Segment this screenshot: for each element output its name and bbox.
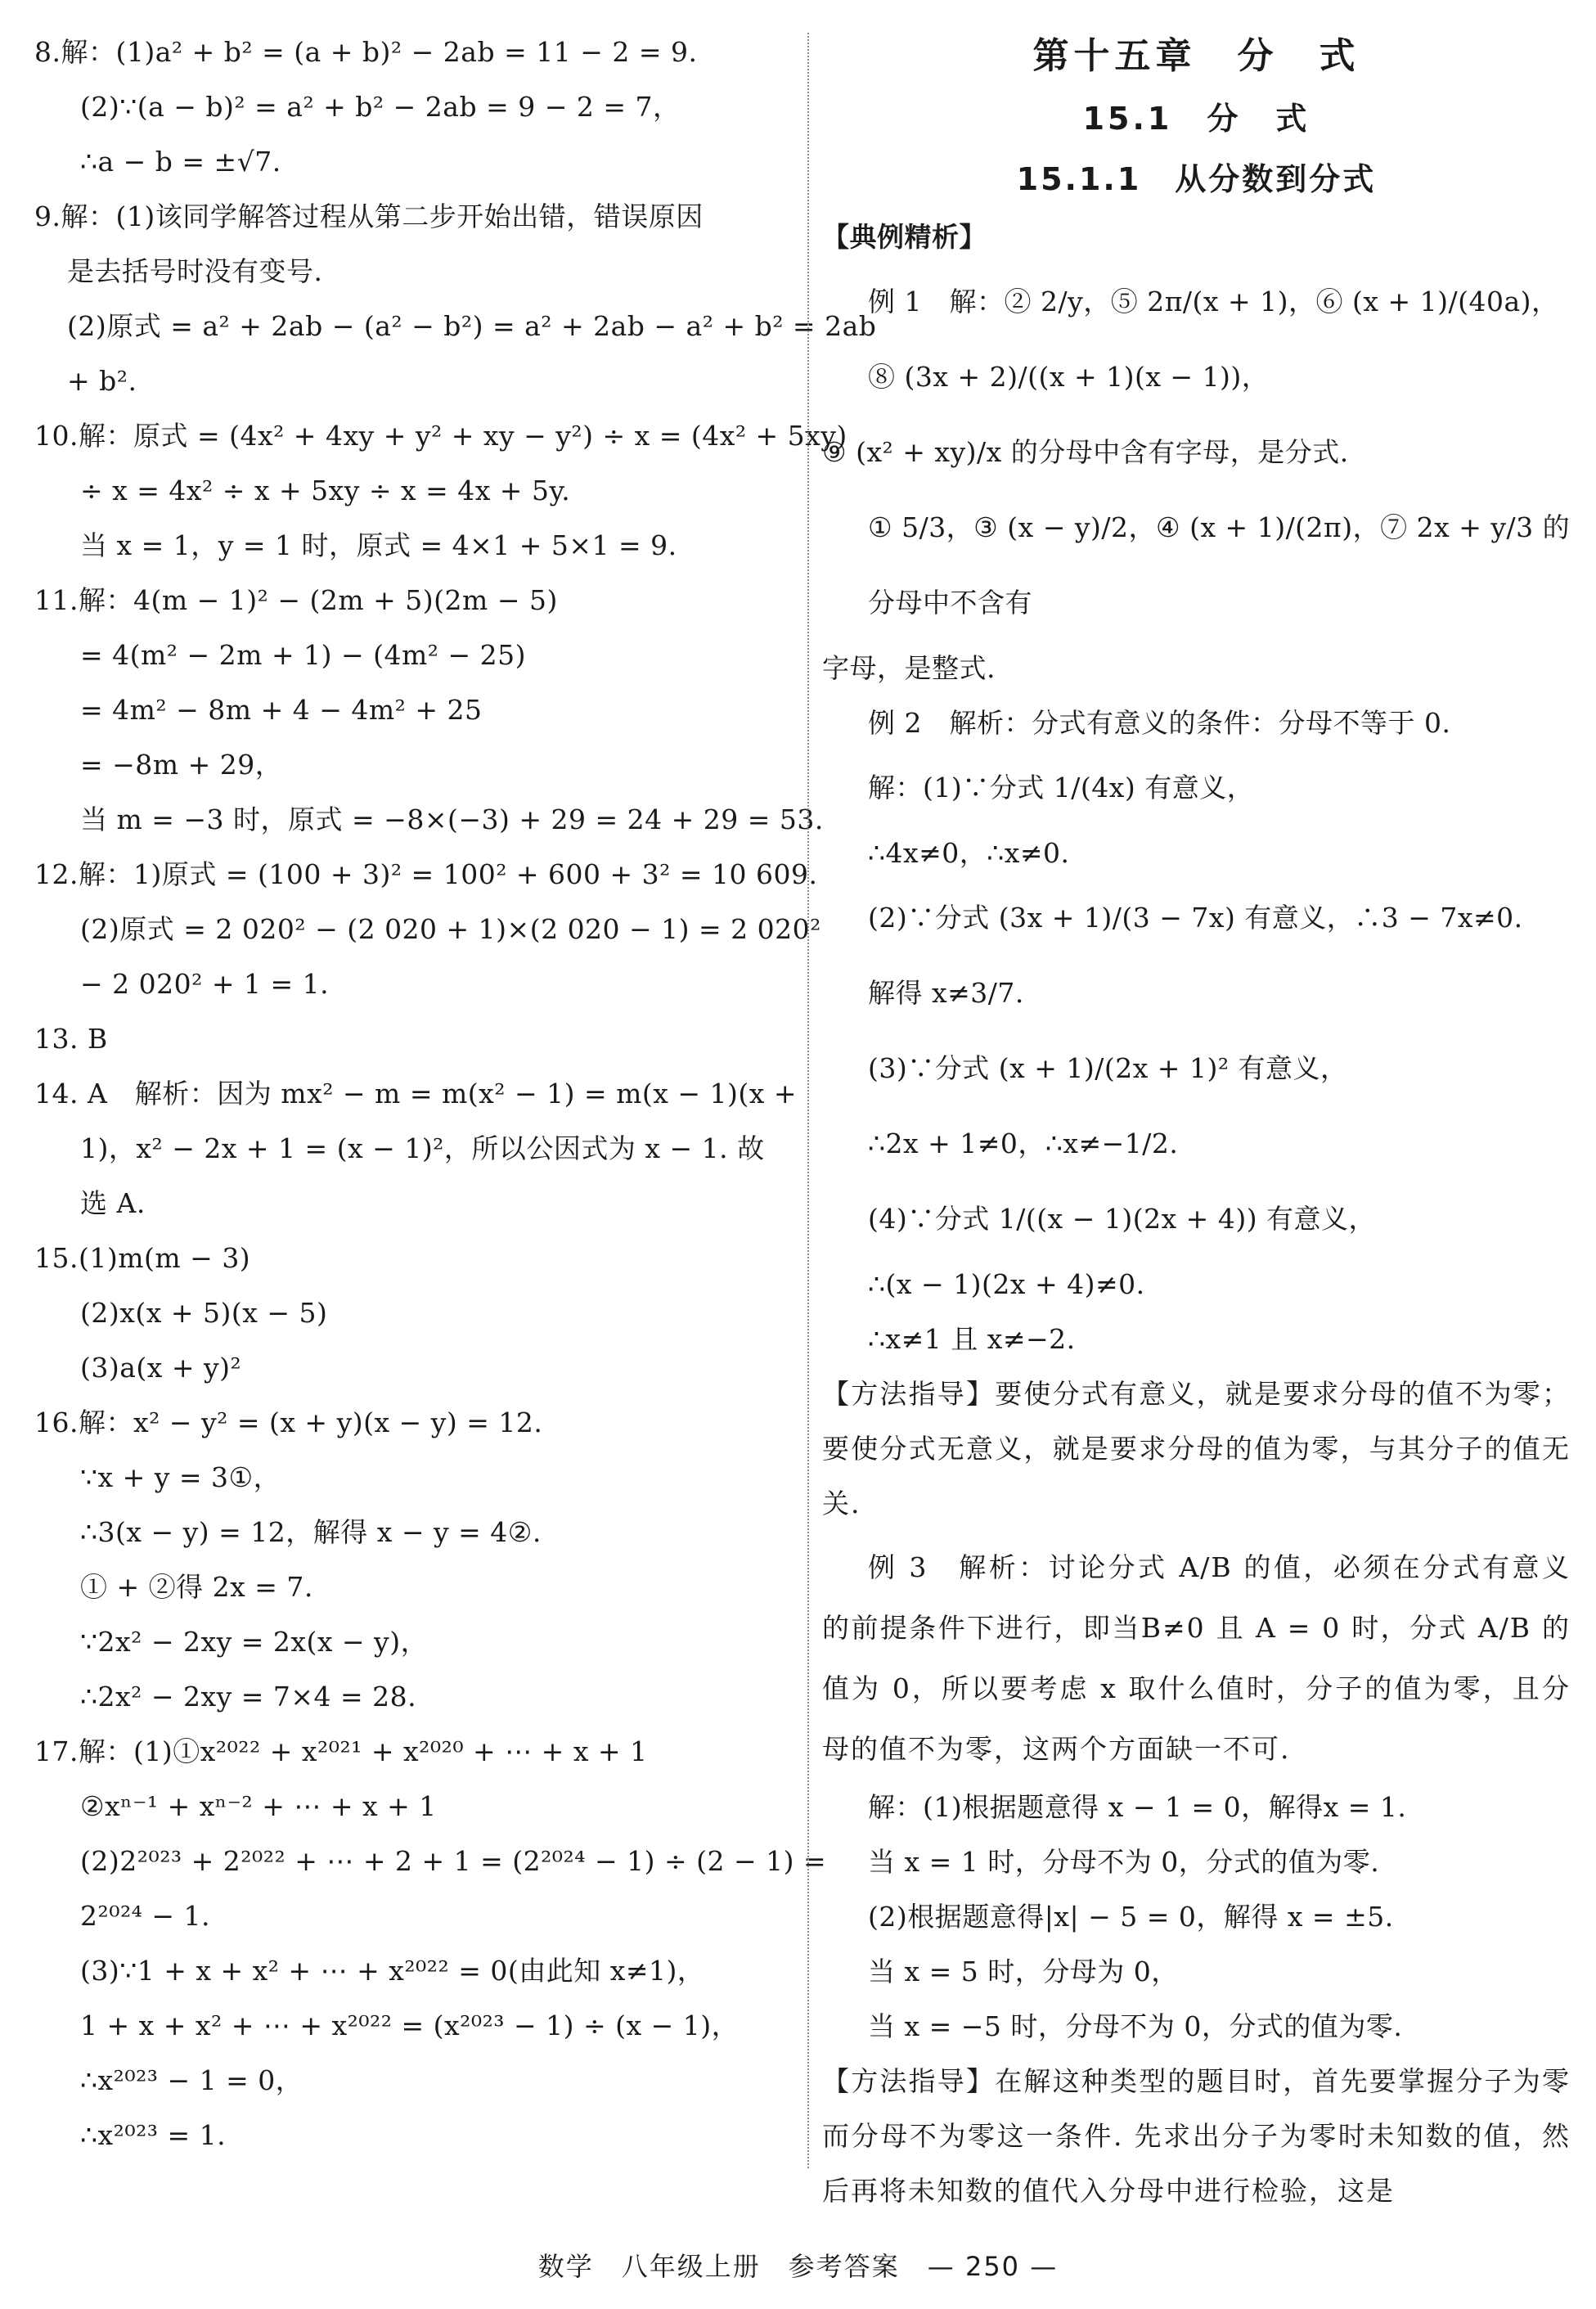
answer-line: 是去括号时没有变号. — [67, 255, 323, 287]
example-lines — [822, 264, 1571, 1366]
example-line: ∴4x≠0，∴x≠0. — [868, 837, 1070, 869]
example-line: (4)∵分式 1/((x − 1)(2x + 4)) 有意义， — [868, 1203, 1377, 1235]
section-title: 15.1 分 式 — [1082, 101, 1311, 137]
answer-line: 11.解：4(m − 1)² − (2m + 5)(2m − 5) — [34, 584, 558, 616]
answer-line: + b². — [67, 365, 137, 397]
answer-line: 17.解：(1)①x²⁰²² + x²⁰²¹ + x²⁰²⁰ + ⋯ + x + 1 — [34, 1735, 648, 1767]
example-line: 例 1 解：② 2/y，⑤ 2π/(x + 1)，⑥ (x + 1)/(40a)，⑧ (3x + 2)/((x + 1)(x − 1))， — [868, 286, 1559, 393]
answer-line: − 2 020² + 1 = 1. — [80, 968, 330, 1000]
example-line: (3)∵分式 (x + 1)/(2x + 1)² 有意义， — [868, 1052, 1348, 1084]
answer-line: (2)2²⁰²³ + 2²⁰²² + ⋯ + 2 + 1 = (2²⁰²⁴ − 1) ÷ (2 − 1) = — [80, 1845, 827, 1877]
answer-line: 12.解：1)原式 = (100 + 3)² = 100² + 600 + 3² = 10 609. — [34, 858, 818, 890]
example-line: (2)∵分式 (3x + 1)/(3 − 7x) 有意义，∴3 − 7x≠0. — [868, 902, 1523, 934]
answer-line: 1)，x² − 2x + 1 = (x − 1)²，所以公因式为 x − 1. 故 — [80, 1132, 765, 1164]
answer-line: (2)x(x + 5)(x − 5) — [80, 1297, 328, 1329]
right-column — [822, 25, 1571, 2218]
solution-line: 当 x = 5 时，分母为 0， — [868, 1956, 1179, 1987]
page-footer: 数学 八年级上册 参考答案 — 250 — — [537, 2251, 1059, 2282]
answer-line: ① + ②得 2x = 7. — [80, 1571, 313, 1603]
answer-line: = 4(m² − 2m + 1) − (4m² − 25) — [80, 639, 526, 671]
answer-line: 1 + x + x² + ⋯ + x²⁰²² = (x²⁰²³ − 1) ÷ (x − 1)， — [80, 2010, 740, 2041]
answer-line: ∴2x² − 2xy = 7×4 = 28. — [80, 1681, 417, 1713]
answer-line: (2)原式 = 2 020² − (2 020 + 1)×(2 020 − 1) = 2 020² — [80, 913, 821, 945]
chapter-title: 第十五章 分 式 — [1032, 35, 1360, 77]
answer-line: 16.解：x² − y² = (x + y)(x − y) = 12. — [34, 1407, 543, 1438]
answer-line: 13. B — [34, 1023, 108, 1055]
solution-line: 当 x = −5 时，分母不为 0，分式的值为零. — [868, 2010, 1403, 2042]
example-line: 解：(1)∵分式 1/(4x) 有意义， — [868, 772, 1255, 803]
column-divider — [807, 33, 809, 2168]
solution-line: 解：(1)根据题意得 x − 1 = 0，解得x = 1. — [868, 1791, 1407, 1823]
subsection-title: 15.1.1 从分数到分式 — [1016, 161, 1377, 197]
answer-line: 9.解：(1)该同学解答过程从第二步开始出错，错误原因 — [34, 200, 704, 232]
example-line: 例 2 解析：分式有意义的条件：分母不等于 0. — [868, 707, 1451, 739]
example-3-solution — [822, 1780, 1571, 2054]
answer-line: (2)原式 = a² + 2ab − (a² − b²) = a² + 2ab − a² + b² = 2ab — [67, 310, 877, 342]
answer-line: (3)∵1 + x + x² + ⋯ + x²⁰²² = 0(由此知 x≠1)， — [80, 1955, 705, 1987]
answer-line: (2)∵(a − b)² = a² + b² − 2ab = 9 − 2 = 7， — [80, 91, 681, 123]
answer-line: ∴x²⁰²³ = 1. — [80, 2119, 227, 2151]
example-line: ∴x≠1 且 x≠−2. — [868, 1323, 1076, 1355]
method-guide-2: 【方法指导】在解这种类型的题目时，首先要掌握分子为零而分母不为零这一条件. 先求出分子为零时未知数的值，然后再将未知数的值代入分母中进行检验，这是 — [822, 2065, 1571, 2207]
example-line: ① 5/3，③ (x − y)/2，④ (x + 1)/(2π)，⑦ 2x + y/3 的分母中不含有 — [868, 511, 1571, 619]
example-3-analysis: 例 3 解析：讨论分式 A/B 的值，必须在分式有意义的前提条件下进行，即当B≠0 且 A = 0 时，分式 A/B 的值为 0，所以要考虑 x 取什么值时，分子的值为零，且分母的值不为零，这两个方面缺一不可. — [822, 1551, 1571, 1765]
answer-line: ∵x + y = 3①， — [80, 1461, 281, 1493]
example-line: 字母，是整式. — [822, 652, 996, 684]
example-line: ⑨ (x² + xy)/x 的分母中含有字母，是分式. — [822, 436, 1349, 468]
answer-line: ②xⁿ⁻¹ + xⁿ⁻² + ⋯ + x + 1 — [80, 1790, 437, 1822]
answer-line: = 4m² − 8m + 4 − 4m² + 25 — [80, 694, 483, 726]
solution-line: (2)根据题意得|x| − 5 = 0，解得 x = ±5. — [868, 1901, 1394, 1933]
method-guide-1: 【方法指导】要使分式有意义，就是要求分母的值不为零；要使分式无意义，就是要求分母的值为零，与其分子的值无关. — [822, 1378, 1571, 1519]
answer-line: (3)a(x + y)² — [80, 1352, 242, 1384]
answer-line: = −8m + 29， — [80, 749, 283, 781]
answer-line: ∴3(x − y) = 12，解得 x − y = 4②. — [80, 1516, 542, 1548]
answer-line: 当 m = −3 时，原式 = −8×(−3) + 29 = 24 + 29 = 53. — [80, 803, 824, 835]
answer-line: 选 A. — [80, 1187, 146, 1219]
answer-line: 15.(1)m(m − 3) — [34, 1242, 251, 1274]
example-line: ∴(x − 1)(2x + 4)≠0. — [868, 1268, 1145, 1300]
answer-line: ÷ x = 4x² ÷ x + 5xy ÷ x = 4x + 5y. — [80, 475, 571, 506]
answer-line: 10.解：原式 = (4x² + 4xy + y² + xy − y²) ÷ x = (4x² + 5xy) — [34, 420, 847, 452]
answer-line: ∴a − b = ±√7. — [80, 146, 281, 178]
answer-line: 2²⁰²⁴ − 1. — [80, 1900, 211, 1932]
answer-line: 14. A 解析：因为 mx² − m = m(x² − 1) = m(x − 1)(x + — [34, 1078, 798, 1109]
left-column — [34, 25, 877, 2163]
answer-line: ∵2x² − 2xy = 2x(x − y)， — [80, 1626, 429, 1658]
example-line: ∴2x + 1≠0，∴x≠−1/2. — [868, 1127, 1179, 1159]
answer-line: 当 x = 1，y = 1 时，原式 = 4×1 + 5×1 = 9. — [80, 529, 677, 561]
answer-line: 8.解：(1)a² + b² = (a + b)² − 2ab = 11 − 2 = 9. — [34, 36, 698, 68]
example-line: 解得 x≠3/7. — [868, 977, 1024, 1009]
answer-line: ∴x²⁰²³ − 1 = 0， — [80, 2064, 303, 2096]
solution-line: 当 x = 1 时，分母不为 0，分式的值为零. — [868, 1846, 1380, 1878]
typical-example-label: 【典例精析】 — [822, 221, 987, 253]
